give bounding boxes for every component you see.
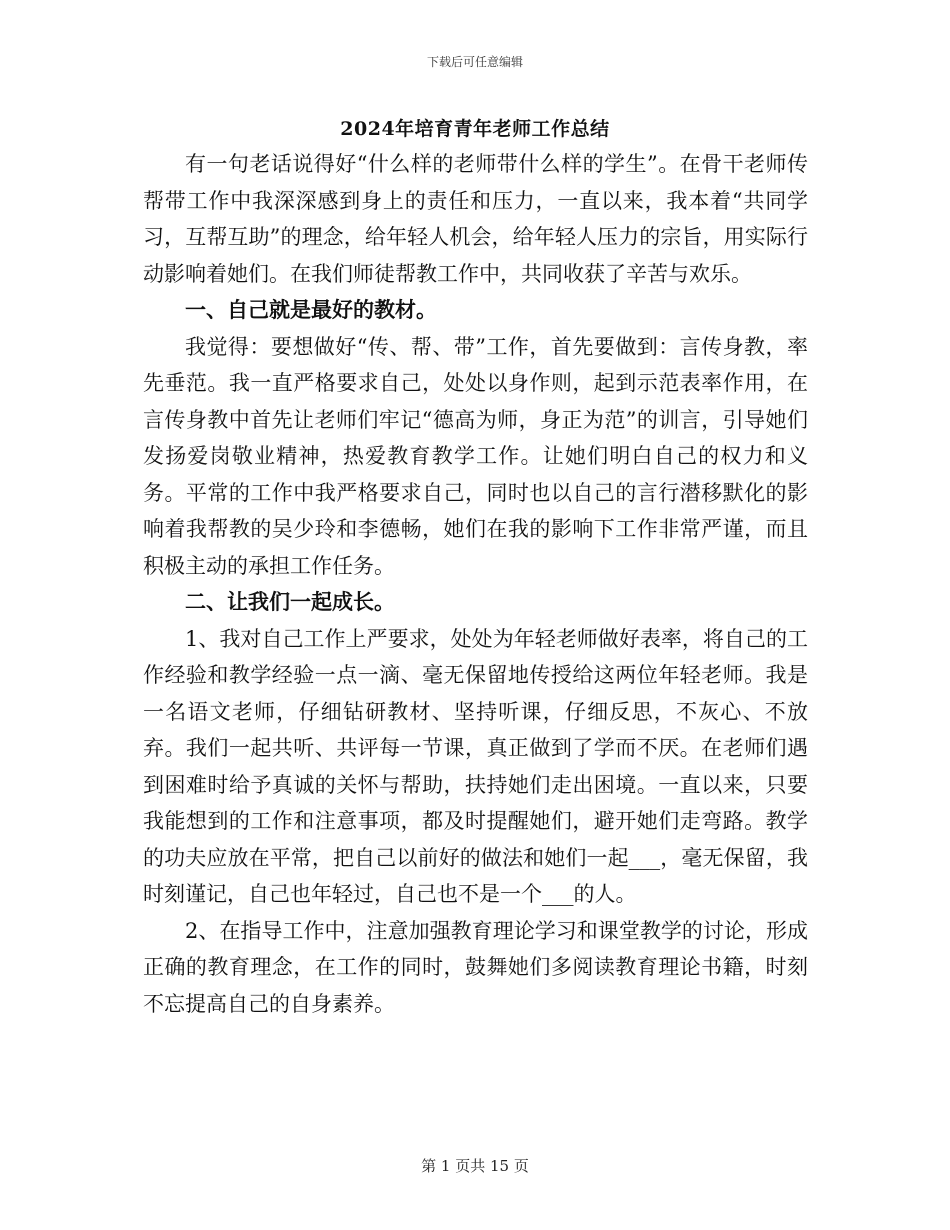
page-header: 下载后可任意编辑 <box>426 55 523 69</box>
paragraph-section-1: 我觉得：要想做好“传、帮、带”工作，首先要做到：言传身教，率先垂范。我一直严格要求自己，处处以身作则，起到示范表率作用，在言传身教中首先让老师们牢记“德高为师，身正为范”的训言，引导她们发扬爱岗敬业精神，热爱教育教学工作。让她们明白自己的权力和义务。平常的工作中我严格要求自己，同时也以自己的言行潜移默化的影响着我帮教的吴少玲和李德畅，她们在我的影响下工作非常严谨，而且积极主动的承担工作任务。 <box>143 334 808 578</box>
document-body <box>143 146 808 1022</box>
section-heading-1: 一、自己就是最好的教材。 <box>185 297 437 322</box>
document-title: 2024年培育青年老师工作总结 <box>340 118 610 140</box>
section-heading-2: 二、让我们一起成长。 <box>185 589 395 614</box>
page-number: 第 1 页共 15 页 <box>421 1157 529 1175</box>
paragraph-item-1: 1、我对自己工作上严要求，处处为年轻老师做好表率，将自己的工作经验和教学经验一点一滴、毫无保留地传授给这两位年轻老师。我是一名语文老师，仔细钻研教材、坚持听课，仔细反思，不灰心、不放弃。我们一起共听、共评每一节课，真正做到了学而不厌。在老师们遇到困难时给予真诚的关怀与帮助，扶持她们走出困境。一直以来，只要我能想到的工作和注意事项，都及时提醒她们，避开她们走弯路。教学的功夫应放在平常，把自己以前好的做法和她们一起___，毫无保留，我时刻谨记，自己也年轻过，自己也不是一个___的人。 <box>143 626 808 906</box>
paragraph-item-2: 2、在指导工作中，注意加强教育理论学习和课堂教学的讨论，形成正确的教育理念，在工作的同时，鼓舞她们多阅读教育理论书籍，时刻不忘提高自己的自身素养。 <box>143 918 808 1016</box>
paragraph-intro: 有一句老话说得好“什么样的老师带什么样的学生”。在骨干老师传帮带工作中我深深感到身上的责任和压力，一直以来，我本着“共同学习，互帮互助”的理念，给年轻人机会，给年轻人压力的宗旨，用实际行动影响着她们。在我们师徒帮教工作中，共同收获了辛苦与欢乐。 <box>143 152 808 286</box>
